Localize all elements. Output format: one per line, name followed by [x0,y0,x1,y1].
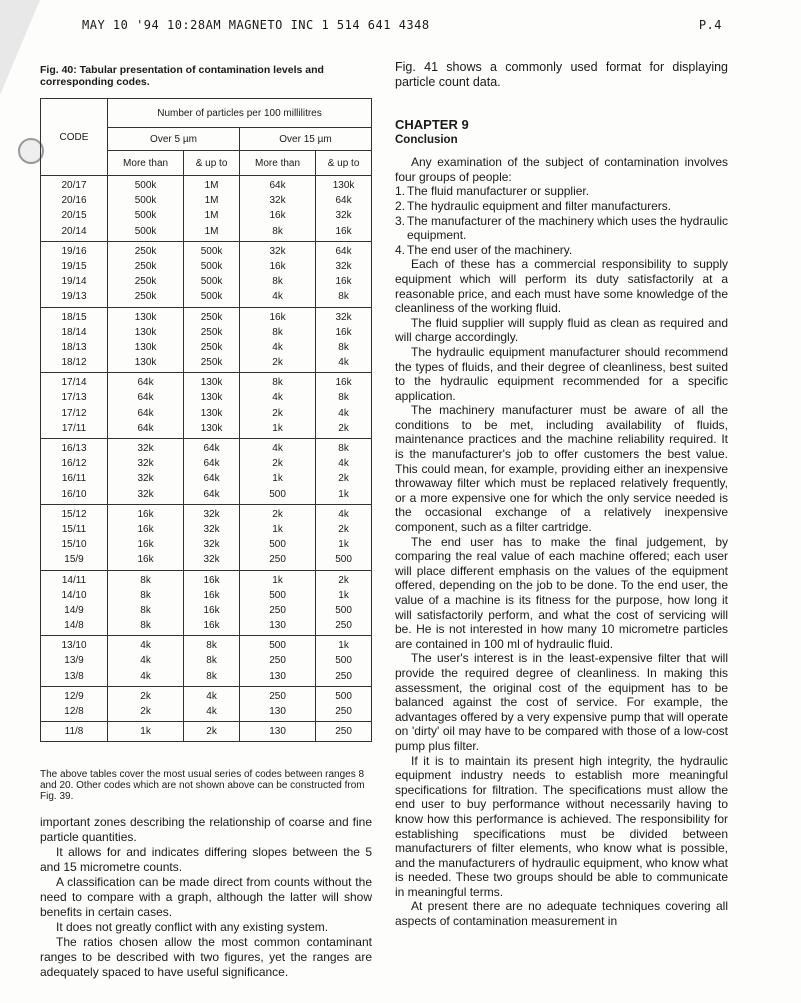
count-value: 250k [200,326,223,338]
left-paragraph: A classification can be made direct from counts without the need to compare with a graph, although the latter will show benefits in certain cases. [40,875,372,919]
count-value: 32k [203,554,220,566]
code-header: CODE [41,99,108,176]
code-cell [41,176,108,242]
count-value: 1M [204,195,219,207]
count-value: 130k [134,326,157,338]
left-paragraph: The ratios chosen allow the most common contaminant ranges to be described with two figures, yet the ranges are adequately spaced to have useful significance. [40,935,372,979]
code-value: 19/15 [61,260,87,272]
count-value: 1k [272,574,283,586]
count-value: 500k [134,195,157,207]
count-value: 8k [140,574,151,586]
code-value: 18/12 [61,357,87,369]
count-value: 64k [137,377,154,389]
count-value: 1k [140,726,151,738]
count-value: 500 [269,640,286,652]
over-15-header: Over 15 µm [239,128,371,151]
count-value: 4k [272,341,283,353]
table-group-row [41,570,372,636]
code-value: 15/10 [61,539,87,551]
list-number: 4. [395,242,406,257]
count-value: 500 [335,554,352,566]
table-group-row [41,722,372,742]
count-value: 16k [335,326,352,338]
count-cell [239,636,315,687]
code-cell [41,307,108,373]
list-number: 2. [395,198,406,213]
count-value: 8k [338,443,349,454]
count-value: 1k [338,488,349,500]
count-value: 250k [134,291,157,303]
left-paragraph: It does not greatly conflict with any existing system. [56,920,329,934]
count-cell [239,241,315,307]
count-value: 8k [272,326,283,338]
count-value: 500k [200,291,223,303]
count-value: 32k [335,260,352,272]
fax-header [82,18,722,32]
count-value: 16k [335,377,352,389]
count-value: 250 [335,726,352,738]
count-cell [108,636,184,687]
code-value: 16/13 [61,443,87,454]
count-cell [316,241,372,307]
up-to-header: & up to [184,151,240,176]
count-value: 1M [204,225,219,237]
count-cell [184,439,240,505]
count-cell [316,686,372,721]
table-footnote: The above tables cover the most usual series of codes between ranges 8 and 20. Other codes which are not shown above can be constructed from Fig. 39. [40,769,365,802]
more-than-header-15: More than [239,151,315,176]
list-number: 3. [395,213,406,228]
list-text: The manufacturer of the machinery which uses the hydraulic equipment. [407,213,728,243]
count-value: 32k [335,311,352,323]
count-value: 32k [137,443,154,454]
count-value: 250k [200,357,223,369]
count-value: 250 [269,604,286,616]
count-value: 130k [134,311,157,323]
count-value: 130k [200,377,223,389]
count-value: 16k [137,539,154,551]
code-value: 15/12 [61,508,87,520]
count-value: 250 [335,706,352,717]
count-value: 64k [137,392,154,404]
count-cell [239,722,315,742]
count-value: 2k [338,422,349,434]
count-value: 250 [335,670,352,682]
count-cell [184,176,240,242]
code-value: 15/9 [64,554,84,566]
count-value: 8k [206,655,217,667]
left-paragraph: It allows for and indicates differing slopes between the 5 and 15 micrometre counts. [40,845,372,874]
count-value: 500 [269,589,286,601]
count-cell [108,504,184,570]
chapter-subtitle: Conclusion [395,133,458,146]
count-value: 16k [203,604,220,616]
code-value: 20/14 [61,225,87,237]
count-cell [108,176,184,242]
table-group-row [41,373,372,439]
code-cell [41,636,108,687]
intro-paragraph: Any examination of the subject of contamination involves four groups of people: [395,155,728,184]
figure-41-note: Fig. 41 shows a commonly used format for displaying particle count data. [395,60,728,89]
count-value: 16k [203,574,220,586]
table-group-row [41,241,372,307]
count-value: 2k [272,458,283,470]
table-group-row [41,307,372,373]
code-value: 14/8 [64,620,84,632]
count-value: 32k [203,523,220,535]
count-cell [108,373,184,439]
count-value: 4k [272,443,283,454]
code-value: 20/15 [61,210,87,222]
table-group-row [41,439,372,505]
count-value: 8k [140,589,151,601]
code-value: 13/9 [64,655,84,667]
count-cell [239,307,315,373]
count-value: 64k [335,245,352,257]
count-value: 500 [269,539,286,551]
count-value: 32k [137,488,154,500]
count-value: 130k [134,357,157,369]
count-value: 2k [140,706,151,717]
count-value: 250 [269,554,286,566]
count-value: 32k [203,539,220,551]
count-cell [184,686,240,721]
over-5-header: Over 5 µm [108,128,240,151]
count-value: 1k [272,473,283,485]
count-value: 16k [203,620,220,632]
count-value: 64k [203,488,220,500]
count-cell [184,307,240,373]
count-value: 16k [269,260,286,272]
count-value: 16k [269,311,286,323]
page-corner-fold [0,0,40,95]
count-value: 64k [269,180,286,191]
count-value: 130 [269,620,286,632]
more-than-header: More than [108,151,184,176]
particles-header: Number of particles per 100 millilitres [108,99,372,128]
count-value: 2k [272,508,283,520]
count-value: 500k [134,180,157,191]
code-value: 12/8 [64,706,84,717]
count-cell [184,636,240,687]
count-value: 8k [206,640,217,652]
count-cell [316,504,372,570]
code-value: 13/8 [64,670,84,682]
count-value: 130 [269,706,286,717]
count-value: 130 [269,726,286,738]
code-cell [41,439,108,505]
count-value: 500 [335,655,352,667]
code-value: 17/12 [61,407,87,419]
code-cell [41,686,108,721]
count-cell [108,241,184,307]
code-value: 19/14 [61,276,87,288]
code-value: 16/11 [61,473,87,485]
code-value: 14/10 [61,589,87,601]
count-cell [239,373,315,439]
count-value: 8k [272,225,283,237]
count-cell [108,570,184,636]
count-value: 8k [272,377,283,389]
table-group-row [41,504,372,570]
count-value: 4k [206,706,217,717]
contamination-code-table [40,98,372,742]
list-text: The fluid manufacturer or supplier. [407,184,590,199]
count-value: 500 [269,488,286,500]
count-value: 4k [338,508,349,520]
list-item [395,214,728,243]
list-item [395,184,728,199]
count-value: 500 [335,690,352,702]
table-group-row [41,176,372,242]
count-value: 500k [200,276,223,288]
code-value: 13/10 [61,640,87,652]
count-value: 130k [200,392,223,404]
count-value: 1k [272,422,283,434]
list-item [395,199,728,214]
fax-page-number: P.4 [698,18,722,32]
count-cell [108,439,184,505]
code-value: 17/13 [61,392,87,404]
code-value: 15/11 [61,523,87,535]
count-value: 32k [203,508,220,520]
figure-40-caption: Fig. 40: Tabular presentation of contamination levels and corresponding codes. [40,64,324,88]
code-value: 17/11 [61,422,87,434]
code-value: 12/9 [64,690,84,702]
count-value: 500k [134,210,157,222]
code-value: 17/14 [61,377,87,389]
count-value: 8k [338,341,349,353]
count-value: 2k [338,523,349,535]
code-cell [41,373,108,439]
count-value: 2k [272,407,283,419]
list-number: 1. [395,184,406,199]
conclusion-paragraph: The end user has to make the final judgement, by comparing the real value of each machine offered; each user will place different emphasis on the values of the equipment offered, depending on the job to be done. To the end user, the value of a machine is its fitness for the purpose, how long it will satisfactorily perform, and what the cost of servicing will be. He is not interested in how many 10 micrometre particles are contained in 100 ml of hydraulic fluid. [395,534,728,651]
count-value: 4k [272,291,283,303]
count-value: 130 [269,670,286,682]
code-value: 18/13 [61,341,87,353]
conclusion-paragraph: If it is to maintain its present high integrity, the hydraulic equipment industry needs to establish more meaningful specifications for filtration. The specifications must allow the end user to buy performance without necessarily having to know how this performance is achieved. The responsibility for establishing specifications must be divided between manufacturers of filter elements, who know what is possible, and the manufacturers of hydraulic equipment, who know what is needed. These two groups should be able to communicate in meaningful terms. [395,753,728,899]
code-value: 14/11 [61,574,87,586]
code-cell [41,570,108,636]
count-cell [316,570,372,636]
conclusion-paragraph: The user's interest is in the least-expensive filter that will provide the required degree of cleanliness. In making this assessment, the original cost of the equipment has to be balanced against the cost of service. For example, the advantages offered by a very expensive pump that will operate on 'dirty' oil may have to be compared with those of a low-cost pump plus filter. [395,651,728,753]
list-text: The hydraulic equipment and filter manufacturers. [407,198,672,213]
count-value: 2k [272,357,283,369]
count-cell [184,373,240,439]
code-cell [41,722,108,742]
code-value: 14/9 [64,604,84,616]
count-value: 16k [335,225,352,237]
code-cell [41,504,108,570]
count-value: 16k [137,508,154,520]
count-value: 32k [269,245,286,257]
count-value: 8k [140,620,151,632]
conclusion-paragraph: The fluid supplier will supply fluid as clean as required and will charge accordingly. [395,315,728,345]
count-value: 8k [272,276,283,288]
conclusion-paragraph: The machinery manufacturer must be aware of all the conditions to be met, including availability of fluids, maintenance practices and the machine reliability required. It is the manufacturer's job to offer customers the best value. This could mean, for example, providing either an inexpensive throwaway filter which must be replaced relatively frequently, or a more expensive one for which the only service needed is the occasional exchange of a relatively inexpensive component, such as a filter cartridge. [395,403,728,535]
count-cell [239,176,315,242]
count-value: 250k [134,245,157,257]
count-value: 8k [338,291,349,303]
count-value: 250k [200,341,223,353]
count-value: 4k [338,407,349,419]
count-value: 1k [338,539,349,551]
count-value: 32k [269,195,286,207]
count-value: 16k [137,554,154,566]
count-value: 500k [134,225,157,237]
count-value: 64k [203,458,220,470]
list-item [395,243,728,258]
code-value: 18/14 [61,326,87,338]
count-value: 4k [140,655,151,667]
count-cell [239,686,315,721]
count-value: 4k [206,690,217,702]
count-value: 64k [203,443,220,454]
count-cell [316,373,372,439]
count-value: 1M [204,180,219,191]
count-value: 250k [134,260,157,272]
count-cell [108,307,184,373]
left-column-text [40,815,372,980]
code-value: 20/17 [61,180,87,191]
count-value: 130k [200,422,223,434]
count-value: 1k [338,589,349,601]
count-value: 64k [335,195,352,207]
count-value: 1k [272,523,283,535]
right-column [395,60,728,929]
count-cell [184,504,240,570]
count-value: 4k [140,640,151,652]
count-cell [316,439,372,505]
conclusion-paragraph: The hydraulic equipment manufacturer should recommend the types of fluids, and their degree of cleanliness, best suited to the hydraulic equipment recommended for a specific application. [395,344,728,403]
count-cell [184,241,240,307]
code-value: 19/13 [61,291,87,303]
count-value: 4k [140,670,151,682]
code-value: 16/12 [61,458,87,470]
count-value: 64k [137,407,154,419]
count-value: 4k [272,392,283,404]
left-paragraph: important zones describing the relationship of coarse and fine particle quantities. [40,815,372,844]
count-value: 130k [134,341,157,353]
count-value: 64k [137,422,154,434]
up-to-header-15: & up to [316,151,372,176]
count-value: 16k [335,276,352,288]
count-value: 16k [269,210,286,222]
fax-header-info: MAY 10 '94 10:28AM MAGNETO INC 1 514 641 4348 [82,18,430,32]
count-cell [184,570,240,636]
count-cell [184,722,240,742]
count-value: 500k [200,260,223,272]
count-value: 130k [332,180,355,191]
count-value: 32k [335,210,352,222]
conclusion-paragraph: Each of these has a commercial responsibility to supply equipment which will perform its duty satisfactorily at a reasonable price, and each must have some knowledge of the cleanliness of the working fluid. [395,257,728,316]
count-value: 250 [269,690,286,702]
people-list [395,184,728,257]
count-value: 2k [206,726,217,738]
count-cell [316,722,372,742]
count-cell [316,307,372,373]
count-value: 64k [203,473,220,485]
count-value: 250 [335,620,352,632]
count-value: 16k [203,589,220,601]
count-cell [239,504,315,570]
count-value: 8k [206,670,217,682]
count-value: 500 [335,604,352,616]
count-value: 8k [140,604,151,616]
count-cell [239,570,315,636]
count-cell [239,439,315,505]
count-value: 500k [200,245,223,257]
count-cell [108,722,184,742]
conclusion-paragraphs [395,257,728,928]
code-value: 19/16 [61,245,87,257]
count-value: 130k [200,407,223,419]
count-value: 1M [204,210,219,222]
code-cell [41,241,108,307]
count-value: 2k [140,690,151,702]
list-text: The end user of the machinery. [407,242,573,257]
conclusion-paragraph: At present there are no adequate techniques covering all aspects of contamination measurement in [395,899,728,929]
count-value: 250 [269,655,286,667]
table-group-row [41,636,372,687]
count-value: 8k [338,392,349,404]
code-value: 20/16 [61,195,87,207]
count-value: 4k [338,458,349,470]
count-value: 2k [338,574,349,586]
count-cell [316,176,372,242]
count-value: 4k [338,357,349,369]
count-value: 32k [137,458,154,470]
count-value: 32k [137,473,154,485]
chapter-heading: CHAPTER 9 [395,117,469,132]
count-value: 2k [338,473,349,485]
count-value: 16k [137,523,154,535]
count-cell [316,636,372,687]
code-value: 18/15 [61,311,87,323]
count-value: 250k [134,276,157,288]
code-value: 16/10 [61,488,87,500]
count-value: 1k [338,640,349,652]
count-value: 250k [200,311,223,323]
code-value: 11/8 [64,726,84,738]
table-group-row [41,686,372,721]
count-cell [108,686,184,721]
